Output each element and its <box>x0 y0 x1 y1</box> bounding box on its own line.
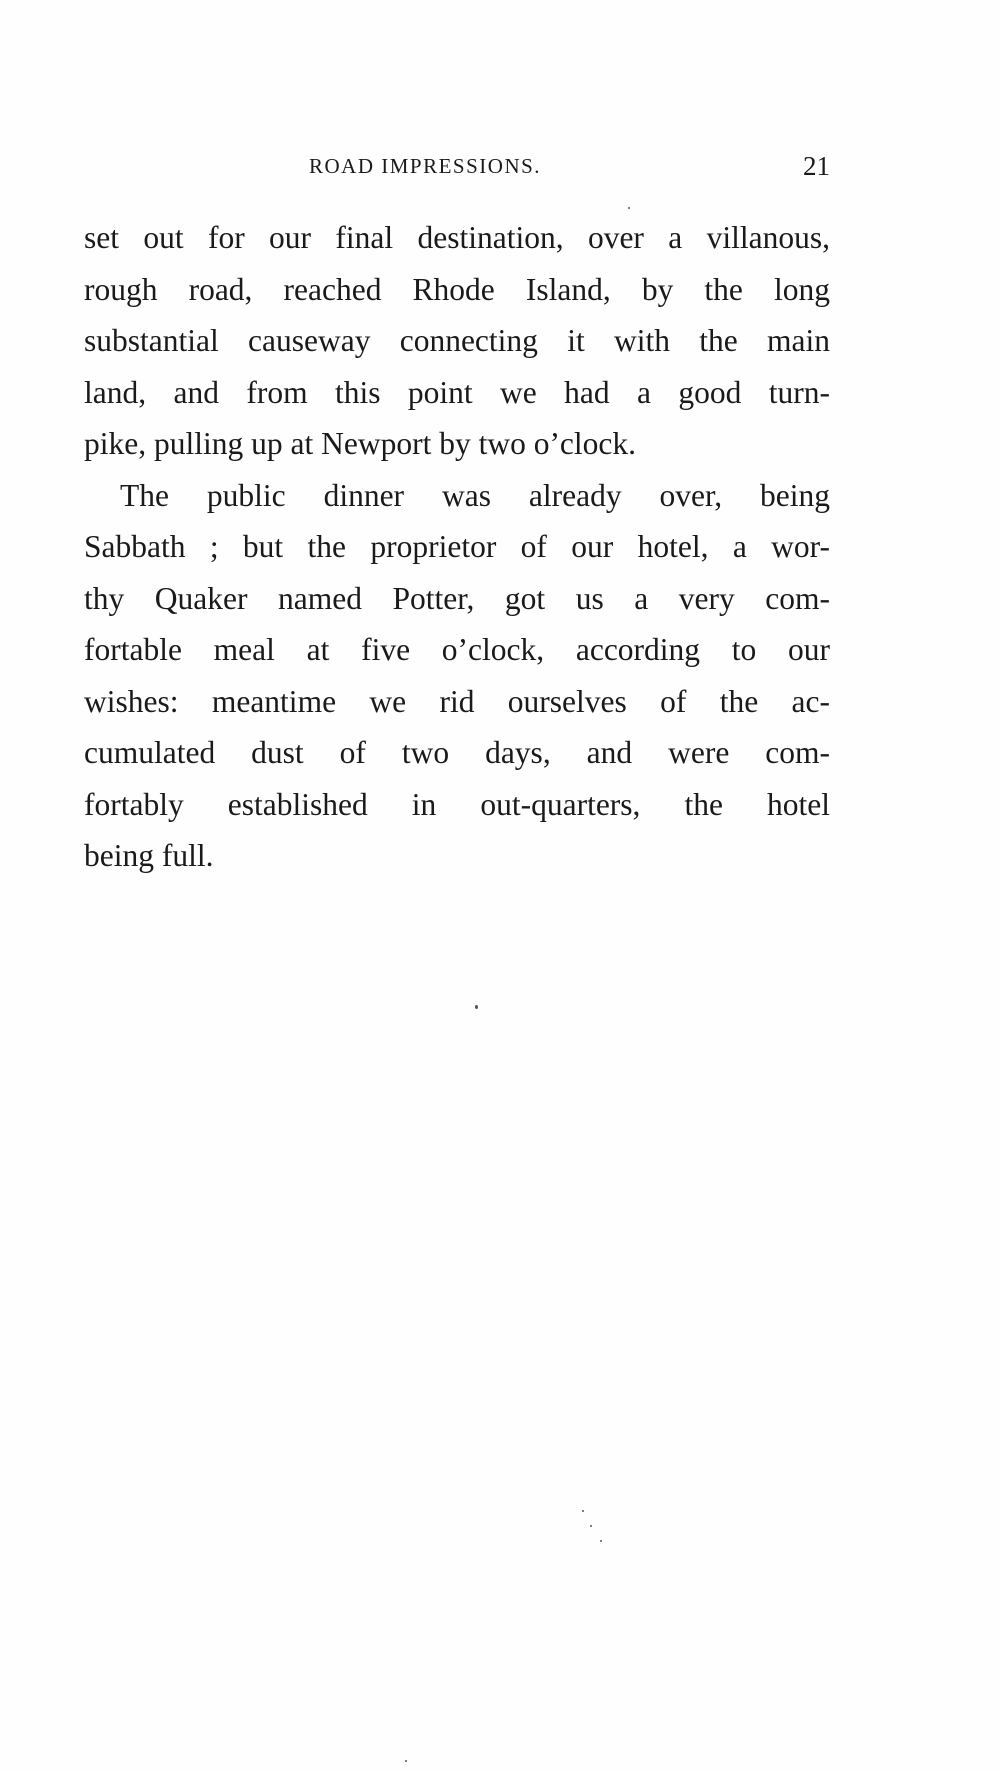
text-line: set out for our final destination, over a villanous, <box>84 220 830 255</box>
text-line: substantial causeway connecting it with the main <box>84 323 830 358</box>
text-line: thy Quaker named Potter, got us a very com- <box>84 580 830 616</box>
text-line: rough road, reached Rhode Island, by the long <box>84 271 830 307</box>
text-line: being full. <box>84 838 214 873</box>
paper-speck <box>475 1005 478 1009</box>
running-title: ROAD IMPRESSIONS. <box>309 154 542 178</box>
paragraph-2 <box>84 470 830 882</box>
paper-speck <box>405 1760 407 1762</box>
body-text <box>84 212 830 882</box>
text-line: Sabbath ; but the proprietor of our hotel, a wor- <box>84 529 830 564</box>
text-line: The public dinner was already over, being <box>120 477 830 513</box>
paragraph-1 <box>84 212 830 470</box>
text-line: cumulated dust of two days, and were com- <box>84 735 830 770</box>
text-line: pike, pulling up at Newport by two o’clock. <box>84 426 637 461</box>
paper-speck <box>590 1525 592 1527</box>
page-number: 21 <box>803 151 830 181</box>
paper-speck <box>600 1540 602 1542</box>
paper-speck <box>582 1510 584 1512</box>
text-line: wishes: meantime we rid ourselves of the ac- <box>84 683 830 719</box>
running-head <box>84 148 830 184</box>
text-line: fortable meal at five o’clock, according to our <box>84 632 830 667</box>
text-line: land, and from this point we had a good turn- <box>84 374 830 410</box>
text-line: fortably established in out-quarters, the hotel <box>84 786 830 822</box>
paper-speck <box>628 207 630 209</box>
